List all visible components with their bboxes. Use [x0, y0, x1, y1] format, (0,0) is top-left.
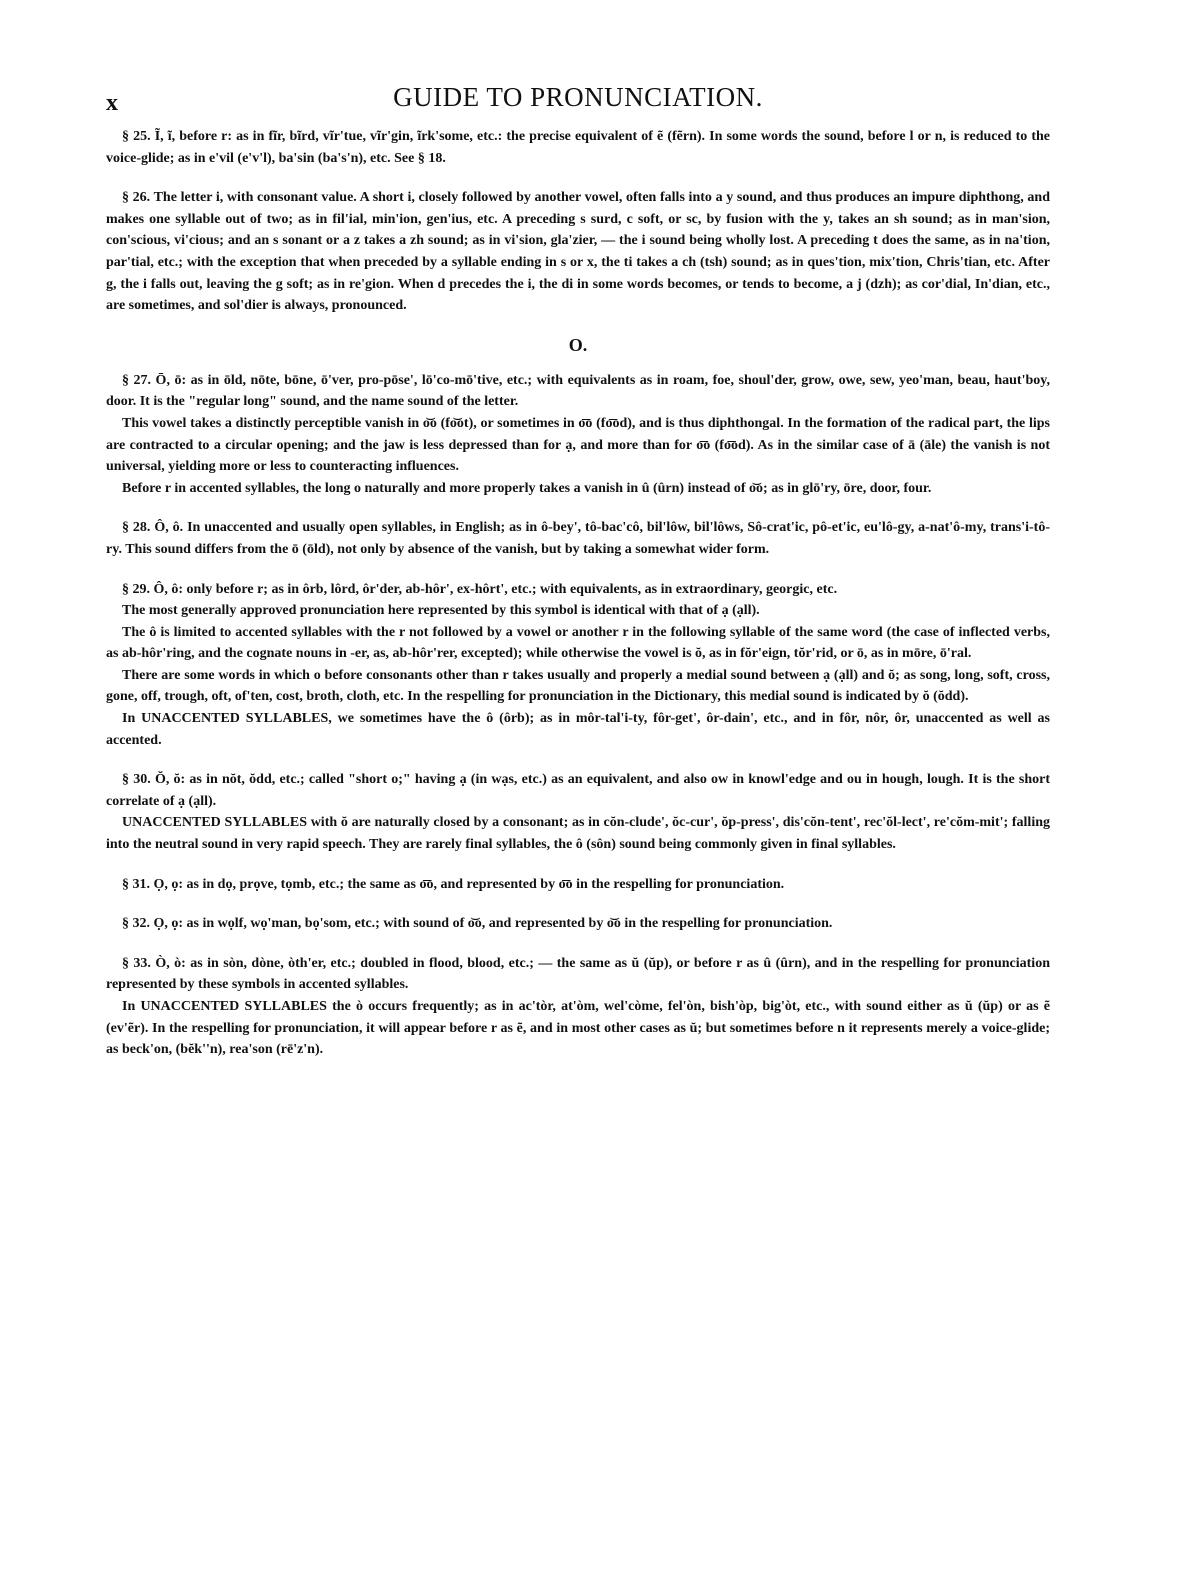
section-paragraph: There are some words in which o before consonants other than r takes usually and properly a medial sound between ạ (ạll) and ŏ; as song, long, soft, cross, gone, off, trough, oft, of'ten, cost, broth, cloth, etc. In the respelling for pronunciation in the Dictionary, this medial sound is indicated by ŏ (ŏdd). — [106, 667, 1050, 705]
section-paragraph: This vowel takes a distinctly perceptible vanish in o͝o (fo͝ot), or sometimes in o͞o (fo͞od), and is thus diphthongal. In the formation of the radical part, the lips are contracted to a circular opening; and the jaw is less depressed than for ạ, and more than for o͞o (fo͞od). As in the similar case of ā (āle) the vanish is not universal, yielding more or less to counteracting influences. — [106, 415, 1050, 475]
section-paragraph: § 28. Ô, ô. In unaccented and usually open syllables, in English; as in ô-bey', tô-bac'cô, bil'lôw, bil'lôws, Sô-crat'ic, pô-et'ic, eu'lô-gy, a-nat'ô-my, trans'i-tô-ry. This sound differs from the ō (ōld), not only by absence of the vanish, but by taking a somewhat wider form. — [106, 520, 1050, 557]
section-paragraph: § 32. Ọ, ọ: as in wọlf, wọ'man, bọ'som, etc.; with sound of o͝o, and represented by o͝o in the respelling for pronunciation. — [122, 916, 833, 932]
section-paragraph: In UNACCENTED SYLLABLES, we sometimes have the ô (ôrb); as in môr-tal'i-ty, fôr-get', ôr-dain', etc., and in fôr, nôr, ôr, unaccented as well as accented. — [106, 711, 1050, 748]
section-31 — [106, 874, 1050, 896]
section-32 — [106, 913, 1050, 935]
section-paragraph: § 30. Ŏ, ŏ: as in nŏt, ŏdd, etc.; called "short o;" having ạ (in wạs, etc.) as an equivalent, and also ow in knowl'edge and ou in hough, lough. It is the short correlate of ạ (ạll). — [106, 772, 1050, 809]
section-paragraph: § 31. Ọ, ọ: as in dọ, prọve, tọmb, etc.; the same as o͞o, and represented by o͞o in the respelling for pronunciation. — [122, 876, 785, 892]
section-paragraph: Before r in accented syllables, the long o naturally and more properly takes a vanish in û (ûrn) instead of o͝o; as in glō'ry, ōre, door, four. — [122, 480, 932, 496]
section-27 — [106, 370, 1050, 500]
section-28 — [106, 517, 1050, 560]
section-26 — [106, 187, 1050, 317]
section-paragraph: UNACCENTED SYLLABLES with ŏ are naturally closed by a consonant; as in cŏn-clude', ŏc-cur', ŏp-press', dis'cŏn-tent', rec'ŏl-lect', re'cŏm-mit'; falling into the neutral sound in very rapid speech. They are rarely final syllables, the ô (sôn) sound being commonly given in final syllables. — [106, 815, 1050, 853]
section-paragraph: The most generally approved pronunciation here represented by this symbol is identical with that of ạ (ạll). — [122, 603, 760, 619]
section-paragraph: In UNACCENTED SYLLABLES the ò occurs frequently; as in ac'tòr, at'òm, wel'còme, fel'òn, bish'òp, big'òt, etc., with sound either as ŭ (ŭp) or as ẽ (ev'ẽr). In the respelling for pronunciation, it will appear before r as ẽ, and in most other cases as ŭ; but sometimes before n it represents merely a voice-glide; as beck'on, (bĕk''n), rea'son (rē'z'n). — [106, 999, 1050, 1058]
page-header — [106, 80, 1050, 116]
dictionary-page — [106, 80, 1050, 1079]
section-paragraph: § 26. The letter i, with consonant value. A short i, closely followed by another vowel, often falls into a y sound, and thus produces an impure diphthong, and makes one syllable out of two; as in fil'ial, min'ion, gen'ius, etc. A preceding s surd, c soft, or sc, by fusion with the y, takes an sh sound; as in man'sion, con'scious, vi'cious; and an s sonant or a z takes a zh sound; as in vi'sion, gla'zier, — the i sound being wholly lost. A preceding t does the same, as in na'tion, par'tial, etc.; with the exception that when preceded by a syllable ending in s or x, the ti takes a ch (tsh) sound; as in ques'tion, mix'tion, Chris'tian, etc. After g, the i falls out, leaving the g soft; as in re'gion. When d precedes the i, the di in some words becomes, or tends to become, a j (dzh); as cor'dial, In'dian, etc., are sometimes, and sol'dier is always, pronounced. — [106, 190, 1050, 314]
section-25 — [106, 126, 1050, 169]
running-title: GUIDE TO PRONUNCIATION. — [393, 82, 763, 112]
section-paragraph: § 27. Ō, ō: as in ōld, nōte, bōne, ō'ver, pro-pōse', lō'co-mō'tive, etc.; with equivalents as in roam, foe, shoul'der, grow, owe, sew, yeo'man, beau, haut'boy, door. It is the "regular long" sound, and the name sound of the letter. — [106, 372, 1050, 410]
section-paragraph: § 25. Ĩ, ĩ, before r: as in fĩr, bĩrd, vĩr'tue, vĩr'gin, ĩrk'some, etc.: the precise equivalent of ẽ (fẽrn). In some words the sound, before l or n, is reduced to the voice-glide; as in e'vil (e'v'l), ba'sin (ba's'n), etc. See § 18. — [106, 129, 1050, 166]
section-30 — [106, 769, 1050, 855]
letter-heading: O. — [568, 334, 588, 355]
page-number: x — [106, 90, 118, 116]
section-29 — [106, 579, 1050, 752]
section-paragraph: § 29. Ô, ô: only before r; as in ôrb, lôrd, ôr'der, ab-hôr', ex-hôrt', etc.; with equivalents, as in extraordinary, georgic, etc. — [122, 581, 838, 597]
section-33 — [106, 953, 1050, 1061]
section-paragraph: § 33. Ò, ò: as in sòn, dòne, òth'er, etc.; doubled in flood, blood, etc.; — the same as ŭ (ŭp), or before r as û (ûrn), and in the respelling for pronunciation represented by these symbols in accented syllables. — [106, 955, 1050, 993]
section-paragraph: The ô is limited to accented syllables with the r not followed by a vowel or another r in the following syllable of the same word (the case of inflected verbs, as ab-hôr'ring, and the cognate nouns in -er, as, ab-hôr'rer, excepted); while otherwise the vowel is ŏ, as in fŏr'eign, tŏr'rid, or ō, as in mōre, ō'ral. — [106, 624, 1050, 662]
